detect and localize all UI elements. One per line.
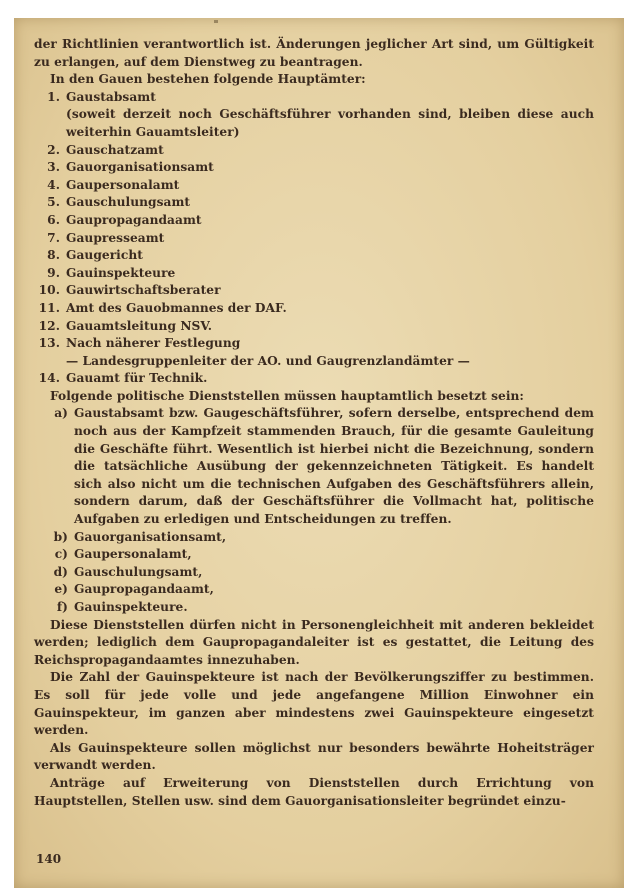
list-item xyxy=(34,212,594,230)
list-item xyxy=(34,335,594,353)
main-offices-list xyxy=(34,89,594,388)
item-letter: b) xyxy=(53,529,68,544)
item-number: 11. xyxy=(38,300,60,315)
item-number: 10. xyxy=(38,283,60,298)
item-text: Nach näherer Festlegung xyxy=(66,336,241,351)
political-posts-list xyxy=(34,405,594,616)
body-paragraph: Anträge auf Erweiterung von Dienststellen durch Errichtung von Hauptstellen, Stellen usw. sind dem Gauorganisationsleiter begründet einzu- xyxy=(34,775,594,808)
item-text: Gauorganisationsamt, xyxy=(74,529,227,544)
item-letter: f) xyxy=(56,600,68,614)
item-text: Gauschulungsamt, xyxy=(74,564,203,579)
list-item xyxy=(34,247,594,265)
list-item xyxy=(34,89,594,107)
item-text: Gaupersonalamt, xyxy=(74,547,192,562)
item-number: 4. xyxy=(47,177,60,192)
list-item xyxy=(34,405,594,528)
item-text: Gaustabsamt xyxy=(66,89,156,104)
offices-lead: In den Gauen bestehen folgende Hauptämter: xyxy=(50,72,366,87)
list-item xyxy=(34,300,594,318)
item-number: 1. xyxy=(47,89,60,104)
item-text: Gauschulungsamt xyxy=(66,195,191,210)
item-text: Gauschatzamt xyxy=(66,142,164,157)
list-item xyxy=(34,529,594,547)
item-letter: d) xyxy=(53,564,68,579)
item-text: Gauorganisationsamt xyxy=(66,160,214,175)
list-item xyxy=(34,142,594,160)
item-text: Gauinspekteure. xyxy=(74,600,188,614)
item-text: Gaupresseamt xyxy=(66,230,165,245)
item-number: 5. xyxy=(47,195,60,210)
list-item xyxy=(34,230,594,248)
document-body xyxy=(34,36,594,810)
item-text: Gauamtsleitung NSV. xyxy=(66,318,213,333)
page-number: 140 xyxy=(36,852,62,866)
item-text: Gaupersonalamt xyxy=(66,177,180,192)
item-text: Gaugericht xyxy=(66,248,143,263)
ink-speck xyxy=(214,20,218,23)
item-text: Gauamt für Technik. xyxy=(66,371,208,386)
item-text: Amt des Gauobmannes der DAF. xyxy=(66,300,287,315)
item-text: Gauinspekteure xyxy=(66,265,176,280)
item-number: 14. xyxy=(38,371,60,386)
item-letter: c) xyxy=(54,547,68,562)
item-number: 3. xyxy=(47,160,60,175)
list-item xyxy=(34,265,594,283)
list-item xyxy=(34,564,594,582)
list-item xyxy=(34,318,594,336)
list-item xyxy=(34,194,594,212)
item-number: 12. xyxy=(38,318,60,333)
political-posts-lead: Folgende politische Dienststellen müssen hauptamtlich besetzt sein: xyxy=(50,388,524,403)
item-number: 13. xyxy=(38,336,60,351)
body-paragraph: Diese Dienststellen dürfen nicht in Personengleichheit mit anderen bekleidet werden; lediglich dem Gaupropagandaleiter ist es gestattet, die Leitung des Reichspropagandaamtes innezuhaben. xyxy=(34,617,594,667)
item-number: 6. xyxy=(47,212,60,227)
item-number: 2. xyxy=(47,142,60,157)
list-item xyxy=(34,546,594,564)
item-letter: a) xyxy=(54,406,68,421)
item-text: Gauwirtschaftsberater xyxy=(66,283,221,298)
item-number: 9. xyxy=(47,265,60,280)
item-note: (soweit derzeit noch Geschäftsführer vorhanden sind, bleiben diese auch weiterhin Gauamtsleiter) xyxy=(66,107,594,139)
item-number: 7. xyxy=(47,230,60,245)
list-item xyxy=(34,370,594,388)
item-number: 8. xyxy=(47,248,60,263)
item-text: Gaupropagandaamt, xyxy=(74,582,214,597)
item-text: Gaustabsamt bzw. Gaugeschäftsführer, sofern derselbe, entsprechend dem noch aus der Kampfzeit stammenden Brauch, für die gesamte Gauleitung die Geschäfte führt. Wesentlich ist hierbei nicht die Bezeichnung, sondern die tatsächliche Ausübung der gekennzeichneten Tätigkeit. Es handelt sich also nicht um die technischen Aufgaben des Geschäftsführers allein, sondern darum, daß der Geschäftsführer die Vollmacht hat, politische Aufgaben zu erledigen und Entscheidungen zu treffen. xyxy=(74,406,594,527)
body-paragraph: Die Zahl der Gauinspekteure ist nach der Bevölkerungsziffer zu bestimmen. Es soll für jede volle und jede angefangene Million Einwohner ein Gauinspekteur, im ganzen aber mindestens zwei Gauinspekteure eingesetzt werden. xyxy=(34,670,594,738)
list-item xyxy=(34,177,594,195)
item-letter: e) xyxy=(54,582,68,597)
list-item xyxy=(34,159,594,177)
list-item xyxy=(34,581,594,599)
intro-paragraph: der Richtlinien verantwortlich ist. Änderungen jeglicher Art sind, um Gültigkeit zu erlangen, auf dem Dienstweg zu beantragen. xyxy=(34,37,594,69)
list-item xyxy=(34,282,594,300)
item-note: — Landesgruppenleiter der AO. und Gaugrenzlandämter — xyxy=(66,353,470,368)
item-text: Gaupropagandaamt xyxy=(66,212,202,227)
list-item xyxy=(34,599,594,617)
body-paragraph: Als Gauinspekteure sollen möglichst nur besonders bewährte Hoheitsträger verwandt werden. xyxy=(34,740,594,773)
